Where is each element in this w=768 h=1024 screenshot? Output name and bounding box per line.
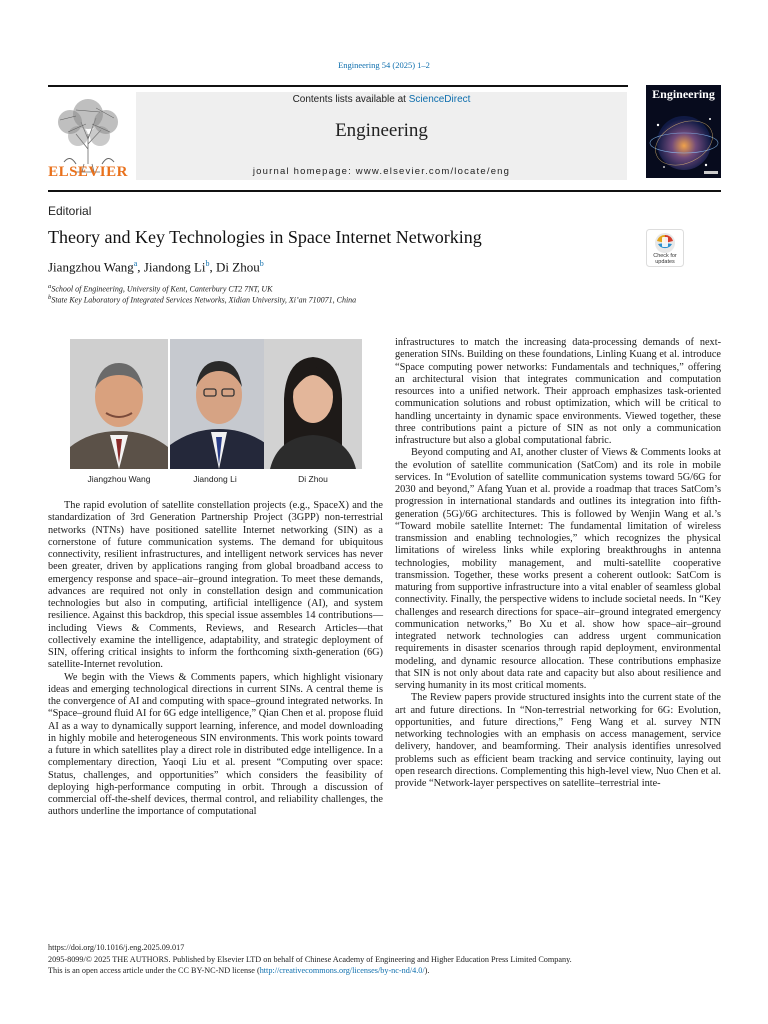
journal-cover-image[interactable] bbox=[646, 85, 721, 178]
article-title: Theory and Key Technologies in Space Internet Networking bbox=[48, 227, 482, 247]
body-column-left bbox=[48, 500, 383, 819]
body-column-right bbox=[395, 337, 721, 790]
journal-reference[interactable]: Engineering 54 (2025) 1–2 bbox=[338, 60, 430, 70]
header-top-rule bbox=[48, 85, 628, 87]
journal-homepage[interactable]: journal homepage: www.elsevier.com/locate/eng bbox=[252, 166, 511, 177]
body-paragraph: The Review papers provide structured insights into the current state of the art and future directions. In “Non-terrestrial networking for 6G: Evolution, opportunities, and future directions,” Feng Wang et al. survey NTN networking technologies with an emphasis on access management, service delivery, handover, and beamforming. Their analysis identifies unresolved problems such as efficient beam tracking and service continuity, laying out open research directions. Complementing this high-level view, Nuo Chen et al. provide “Network-layer perspectives on satellite–terrestrial inte- bbox=[395, 692, 721, 789]
author-photo-wang bbox=[70, 339, 168, 469]
body-paragraph: infrastructures to match the increasing data-processing demands of next-generation SINs. Building on these foundations, Linling Kuang et al. introduce “Space computing power networks: Fundamentals and techniques,” offering an architectural vision that integrates communication and computation resources into a unified network. Their approach emphasizes task-oriented communication solutions and robust optimization, which will be critical to handling uncertainty in dynamic space environments. Viewed together, these three contributions paint a picture of SIN as not only a communication infrastructure but also a global computational fabric. bbox=[395, 337, 721, 446]
affiliation-mark[interactable]: a bbox=[133, 259, 138, 268]
sciencedirect-link[interactable]: ScienceDirect bbox=[408, 94, 471, 105]
license-line bbox=[48, 966, 429, 975]
affiliation-b bbox=[48, 294, 356, 305]
journal-title: Engineering bbox=[335, 120, 428, 141]
license-suffix: ). bbox=[424, 966, 430, 975]
author-photo-li bbox=[170, 339, 268, 469]
affiliation-mark[interactable]: b bbox=[205, 259, 210, 268]
affiliation-label: b bbox=[48, 294, 52, 301]
header-bottom-rule bbox=[48, 190, 721, 192]
author-separator: , bbox=[209, 259, 217, 275]
photo-caption: Jiandong Li bbox=[193, 474, 237, 484]
body-paragraph: Beyond computing and AI, another cluster of Views & Comments looks at the evolution of satellite communication (SatCom) and its role in mobile services. In “Evolution of satellite communication systems toward 5G/6G for 2030 and beyond,” Afang Yuan et al. provide a roadmap that traces SatCom’s progression in international standards and outlines its integration into fifth-generation (5G)/6G architectures. This is followed by Wenjin Wang et al.’s “Toward mobile satellite Internet: The fundamental limitation of wireless transmission and enabling technologies,” which recognizes the physical limitations of wireless links while exploring breakthroughs in antenna technologies, mobility management, and multi-satellite cooperative transmission. Together, these works present a coherent outlook: SatCom is maturing from supportive infrastructure into a vital enabler of seamless global connectivity. Finally, the perspective widens to include societal needs. In “Key challenges and research directions for space–air–ground integrated emergency communication networks,” Bo Xu et al. show how space–air–ground integrated network technologies can address urgent communication requirements in disaster scenarios through rapid deployment, environmental modeling, and dynamic resource allocation. These contributions emphasize that SIN is not only about data rate and capacity but also about resilience and serving humanity in its most critical moments. bbox=[395, 447, 721, 691]
author-name[interactable]: Di Zhou bbox=[216, 259, 260, 275]
author-photo-zhou bbox=[264, 339, 362, 469]
cover-title: Engineering bbox=[652, 87, 715, 101]
copyright-line: 2095-8099/© 2025 THE AUTHORS. Published by Elsevier LTD on behalf of Chinese Academy of Engineering and Higher Education Press Limited Company. bbox=[48, 955, 572, 964]
article-type: Editorial bbox=[48, 204, 92, 218]
author-name[interactable]: Jiangzhou Wang bbox=[48, 259, 134, 275]
contents-availability bbox=[136, 94, 627, 105]
author-list bbox=[48, 259, 264, 275]
photo-caption: Di Zhou bbox=[298, 474, 328, 484]
affiliation-mark[interactable]: b bbox=[259, 259, 264, 268]
contents-prefix: Contents lists available at bbox=[292, 94, 409, 105]
body-paragraph: The rapid evolution of satellite constellation projects (e.g., SpaceX) and the standardization of 3rd Generation Partnership Project (3GPP) non-terrestrial networks (NTNs) have positioned satellite Internet networking (SIN) as a cornerstone of future communication systems. The demand for ubiquitous connectivity, resilient infrastructures, and intelligent network services has never been greater, driven by applications ranging from global broadband access to emergency response and space–air–ground integration. To meet these demands, advances are required not only in constellation design and communication technologies but also in computing, artificial intelligence (AI), and system resilience. Against this backdrop, this special issue assembles 14 contributions—including Views & Comments, Reviews, and Research Articles—that collectively examine the intelligence, adaptability, and strategic deployment of SIN, offering critical insights to inform the forthcoming sixth-generation (6G) satellite-Internet revolution. bbox=[48, 500, 383, 671]
body-paragraph: We begin with the Views & Comments papers, which highlight visionary ideas and emerging technological directions in current SINs. A central theme is the convergence of AI and computing with space–ground integrated networks. In “Space–ground fluid AI for 6G edge intelligence,” Qian Chen et al. propose fluid AI as a way to dynamically support learning, inference, and model downloading in highly mobile and heterogeneous SIN environments. This work points toward a future in which satellites play a direct role in distributed edge intelligence. In a complementary direction, Yaoqi Liu et al. present “Computing over space: Status, challenges, and opportunities” which considers the feasibility of deploying high-performance computing in orbit. Through a discussion of commercial off-the-shelf devices, thermal control, and reliability challenges, the authors underline the importance of computational bbox=[48, 671, 383, 818]
affiliation-a bbox=[48, 283, 273, 294]
photo-caption: Jiangzhou Wang bbox=[87, 474, 151, 484]
license-prefix: This is an open access article under the CC BY-NC-ND license ( bbox=[48, 966, 260, 975]
author-separator: , bbox=[137, 259, 144, 275]
affiliation-text: School of Engineering, University of Kent, Canterbury CT2 7NT, UK bbox=[51, 284, 273, 294]
check-for-updates-label[interactable]: Check for updates bbox=[653, 253, 677, 265]
affiliation-label: a bbox=[48, 283, 52, 290]
doi-link[interactable]: https://doi.org/10.1016/j.eng.2025.09.017 bbox=[48, 943, 185, 952]
license-link[interactable]: http://creativecommons.org/licenses/by-nc-nd/4.0/ bbox=[259, 966, 425, 975]
affiliation-text: State Key Laboratory of Integrated Services Networks, Xidian University, Xi’an 710071, China bbox=[51, 295, 357, 305]
author-name[interactable]: Jiandong Li bbox=[143, 259, 206, 275]
elsevier-wordmark[interactable]: ELSEVIER bbox=[48, 164, 128, 180]
